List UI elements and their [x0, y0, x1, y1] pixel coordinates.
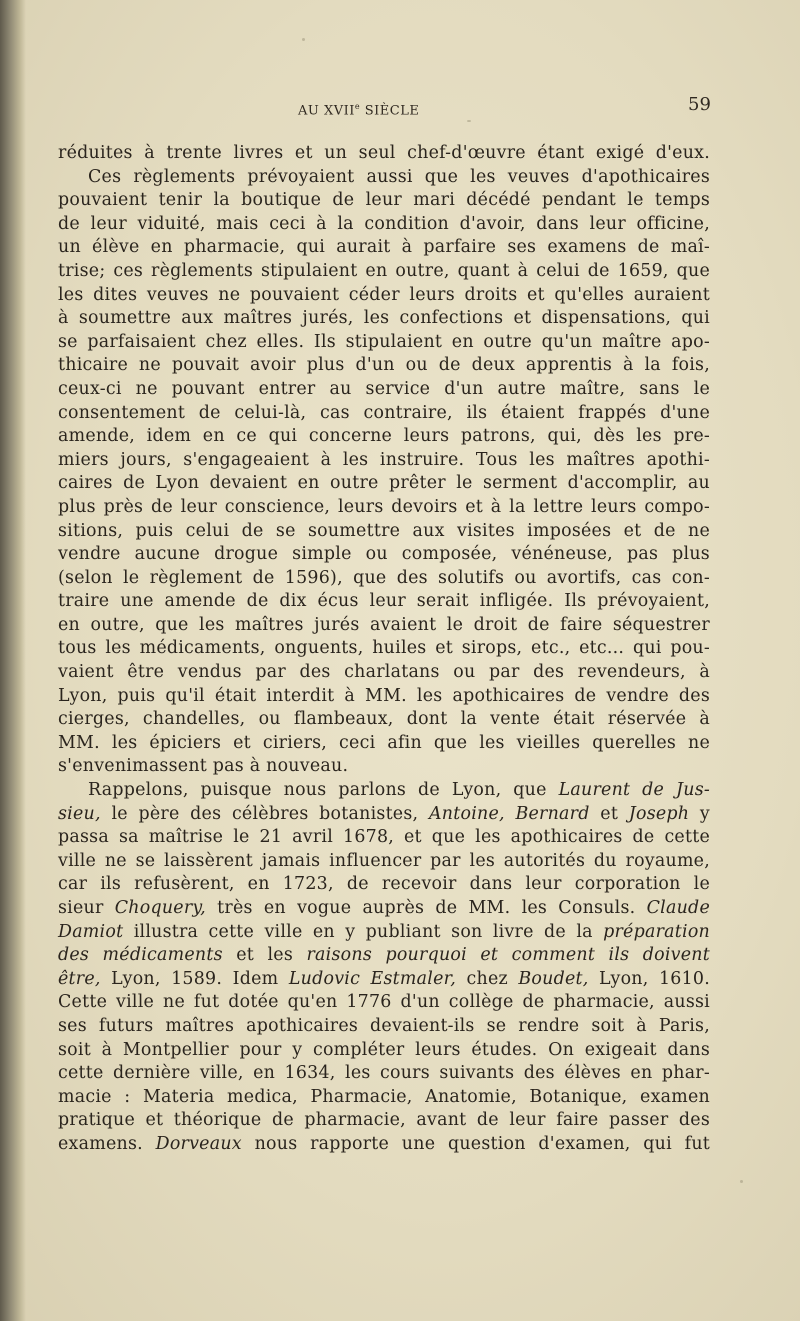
text-span: Cette ville ne fut dotée qu'en 1776 d'un collège de pharmacie, aussi: [58, 992, 710, 1013]
text-line: [58, 378, 710, 402]
italic-text: Laurent de Jus-: [558, 780, 710, 801]
text-line: [58, 637, 710, 661]
text-span: y: [689, 803, 710, 824]
text-span: macie : Materia medica, Pharmacie, Anatomie, Botanique, examen: [58, 1086, 710, 1107]
italic-text: Ludovic Estmaler,: [288, 968, 457, 989]
text-span: et: [589, 803, 629, 824]
text-span: MM. les épiciers et ciriers, ceci afin que les vieilles querelles ne: [58, 732, 710, 753]
text-line: [58, 1015, 710, 1039]
text-line: [58, 873, 710, 897]
text-span: les dites veuves ne pouvaient céder leurs droits et qu'elles auraient: [58, 284, 710, 305]
text-line: [58, 968, 710, 992]
paper-speck: [740, 1180, 743, 1183]
text-span: Lyon, 1589. Idem: [100, 968, 289, 989]
italic-text: raisons pourquoi et comment ils doivent: [306, 945, 710, 966]
text-span: vendre aucune drogue simple ou composée, vénéneuse, pas plus: [58, 544, 710, 565]
text-span: amende, idem en ce qui concerne leurs patrons, qui, dès les pre-: [58, 426, 710, 447]
text-span: de leur viduité, mais ceci à la condition d'avoir, dans leur officine,: [58, 213, 710, 234]
text-span: cierges, chandelles, ou flambeaux, dont la vente était réservée à: [58, 709, 710, 730]
text-span: Lyon, 1610.: [588, 968, 711, 989]
running-title-superscript: e: [354, 102, 361, 111]
text-line: [58, 331, 710, 355]
text-span: et les: [222, 945, 307, 966]
text-line: [58, 991, 710, 1015]
text-line: [58, 826, 710, 850]
text-line: [58, 402, 710, 426]
text-span: s'envenimassent pas à nouveau.: [58, 756, 349, 777]
text-span: examens.: [58, 1133, 156, 1154]
text-span: se parfaisaient chez elles. Ils stipulaient en outre qu'un maître apo-: [58, 331, 710, 352]
text-span: cette dernière ville, en 1634, les cours suivants des élèves en phar-: [58, 1063, 710, 1084]
text-span: Ces règlements prévoyaient aussi que les veuves d'apothicaires: [88, 166, 710, 187]
italic-text: des médicaments: [58, 945, 223, 966]
text-span: le père des célèbres botanistes,: [100, 803, 429, 824]
running-title: [298, 102, 419, 118]
text-line: [58, 1086, 710, 1110]
text-line: [58, 449, 710, 473]
text-line: [58, 354, 710, 378]
text-line: [58, 850, 710, 874]
text-span: sieur: [58, 898, 115, 918]
text-line: [58, 708, 710, 732]
text-span: car ils refusèrent, en 1723, de recevoir dans leur corporation le: [58, 874, 710, 895]
text-span: chez: [456, 968, 519, 989]
text-line: [58, 472, 710, 496]
text-line: [58, 1133, 710, 1157]
text-line: [58, 236, 710, 260]
text-span: trise; ces règlements stipulaient en outre, quant à celui de 1659, que: [58, 260, 710, 281]
text-span: passa sa maîtrise le 21 avril 1678, et que les apothicaires de cette: [58, 827, 710, 848]
text-line: [58, 1062, 710, 1086]
text-line: [58, 732, 710, 756]
text-line: [58, 944, 710, 968]
italic-text: Choquery,: [114, 898, 206, 918]
text-line: [58, 284, 710, 308]
text-span: consentement de celui-là, cas contraire, ils étaient frappés d'une: [58, 402, 710, 423]
running-title-suffix: SIÈCLE: [360, 103, 420, 119]
text-span: tous les médicaments, onguents, huiles et sirops, etc., etc... qui pou-: [58, 638, 710, 659]
text-span: en outre, que les maîtres jurés avaient le droit de faire séquestrer: [58, 614, 710, 635]
text-line: [58, 897, 710, 921]
text-span: nous rapporte une question d'examen, qui fut: [241, 1133, 711, 1154]
text-line: [58, 425, 710, 449]
text-line: [58, 307, 710, 331]
text-line: [58, 260, 710, 284]
text-span: miers jours, s'engageaient à les instruire. Tous les maîtres apothi-: [58, 449, 710, 470]
text-span: sitions, puis celui de se soumettre aux visites imposées et de ne: [58, 520, 710, 541]
text-line: [58, 590, 710, 614]
text-line: [58, 213, 710, 237]
text-line: [58, 520, 710, 544]
italic-text: être,: [58, 968, 101, 989]
paper-speck: [467, 120, 471, 122]
text-span: un élève en pharmacie, qui aurait à parfaire ses examens de maî-: [58, 237, 710, 258]
text-span: soit à Montpellier pour y compléter leurs études. On exigeait dans: [58, 1039, 710, 1060]
text-span: pratique et théorique de pharmacie, avant de leur faire passer des: [58, 1110, 710, 1131]
text-line: [58, 755, 710, 779]
text-span: plus près de leur conscience, leurs devoirs et à la lettre leurs compo-: [58, 496, 710, 517]
paper-speck: [302, 38, 305, 41]
body-text: [58, 142, 710, 1157]
italic-text: Damiot: [58, 921, 124, 942]
text-span: Lyon, puis qu'il était interdit à MM. les apothicaires de vendre des: [58, 685, 710, 706]
text-span: à soumettre aux maîtres jurés, les confections et dispensations, qui: [58, 308, 710, 329]
text-line: [58, 779, 710, 803]
italic-text: préparation: [603, 921, 710, 942]
text-line: [58, 803, 710, 827]
text-span: réduites à trente livres et un seul chef-d'œuvre étant exigé d'eux.: [58, 143, 710, 163]
text-span: ses futurs maîtres apothicaires devaient-ils se rendre soit à Paris,: [58, 1015, 710, 1036]
text-span: ceux-ci ne pouvant entrer au service d'un autre maître, sans le: [58, 378, 710, 399]
page-header: [0, 92, 800, 122]
text-line: [58, 142, 710, 166]
italic-text: Joseph: [628, 803, 690, 824]
running-title-prefix: AU XVII: [298, 103, 355, 119]
page-number: 59: [688, 94, 711, 115]
text-line: [58, 166, 710, 190]
text-line: [58, 189, 710, 213]
text-span: caires de Lyon devaient en outre prêter le serment d'accomplir, au: [58, 473, 710, 494]
text-span: illustra cette ville en y publiant son livre de la: [123, 921, 604, 942]
text-line: [58, 496, 710, 520]
text-span: Rappelons, puisque nous parlons de Lyon, que: [88, 780, 559, 801]
italic-text: Claude: [646, 898, 710, 918]
text-line: [58, 921, 710, 945]
italic-text: sieu,: [58, 803, 101, 824]
text-line: [58, 567, 710, 591]
text-span: très en vogue auprès de MM. les Consuls.: [205, 898, 647, 918]
text-span: traire une amende de dix écus leur serait infligée. Ils prévoyaient,: [58, 591, 710, 612]
text-line: [58, 1039, 710, 1063]
text-line: [58, 685, 710, 709]
italic-text: Antoine, Bernard: [428, 803, 590, 824]
text-span: thicaire ne pouvait avoir plus d'un ou de deux apprentis à la fois,: [58, 355, 710, 376]
text-span: pouvaient tenir la boutique de leur mari décédé pendant le temps: [58, 190, 710, 211]
text-span: ville ne se laissèrent jamais influencer par les autorités du royaume,: [58, 850, 710, 871]
text-line: [58, 543, 710, 567]
text-span: vaient être vendus par des charlatans ou par des revendeurs, à: [58, 662, 710, 683]
text-line: [58, 1109, 710, 1133]
text-line: [58, 661, 710, 685]
text-line: [58, 614, 710, 638]
italic-text: Dorveaux: [155, 1133, 242, 1154]
book-gutter-shadow: [0, 0, 26, 1321]
italic-text: Boudet,: [518, 968, 589, 989]
text-span: (selon le règlement de 1596), que des solutifs ou avortifs, cas con-: [58, 567, 710, 588]
